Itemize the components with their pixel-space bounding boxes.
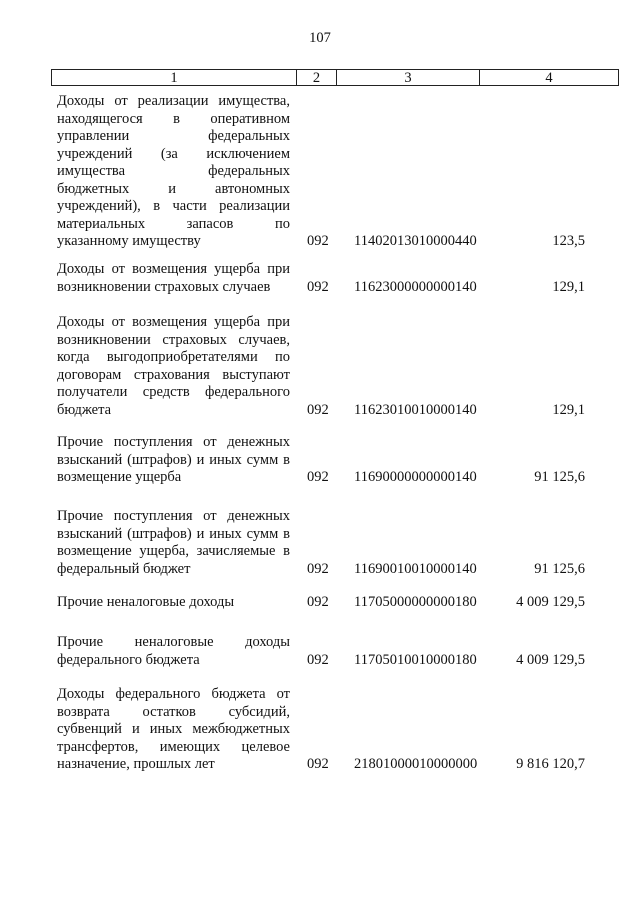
budget-classification-code: 11623000000000140: [354, 278, 477, 295]
description-line: учреждений (за исключением: [57, 145, 290, 162]
description-line: трансфертов, имеющих целевое: [57, 738, 290, 755]
amount-value: 4 009 129,5: [516, 594, 585, 610]
admin-code: 092: [307, 233, 329, 249]
description-line: Доходы от возмещения ущерба при: [57, 314, 290, 330]
row-description: [57, 93, 290, 251]
description-line: Прочие поступления от денежных: [57, 434, 290, 450]
description-line: материальных запасов по: [57, 215, 290, 232]
description-line: Доходы от возмещения ущерба при: [57, 261, 290, 277]
admin-code: 092: [307, 651, 329, 668]
description-line: указанному имуществу: [57, 233, 201, 249]
description-line: федеральный бюджет: [57, 560, 191, 577]
header-col-4: 4: [545, 70, 553, 86]
description-line: федерального бюджета: [57, 651, 200, 668]
amount-value: 129,1: [552, 401, 585, 418]
row-description: [57, 434, 290, 487]
budget-classification-code: 11623010010000140: [354, 401, 477, 418]
description-line: управлении федеральных: [57, 128, 290, 144]
budget-classification-code: 11705010010000180: [354, 651, 477, 668]
description-line: находящегося в оперативном: [57, 110, 290, 127]
admin-code: 092: [307, 756, 329, 772]
description-line: бюджетных и автономных: [57, 180, 290, 197]
budget-classification-code: 11690000000000140: [354, 469, 477, 485]
admin-code: 092: [307, 278, 329, 295]
table-header: [51, 69, 619, 86]
description-line: возврата остатков субсидий,: [57, 703, 290, 720]
description-line: учреждений), в части реализации: [57, 198, 290, 214]
row-description: [57, 508, 290, 578]
description-line: возникновении страховых случаев,: [57, 331, 290, 348]
amount-value: 91 125,6: [534, 469, 585, 485]
description-line: Прочие поступления от денежных: [57, 508, 290, 524]
amount-value: 91 125,6: [534, 560, 585, 577]
description-line: бюджета: [57, 401, 112, 418]
budget-classification-code: 11690010010000140: [354, 560, 477, 577]
header-col-1: 1: [52, 70, 297, 85]
description-line: возмещение ущерба, зачисляемые в: [57, 543, 290, 559]
description-line: взысканий (штрафов) и иных сумм в: [57, 525, 290, 542]
admin-code: 092: [307, 560, 329, 577]
amount-value: 123,5: [552, 233, 585, 249]
amount-value: 9 816 120,7: [516, 756, 585, 772]
description-line: Доходы федерального бюджета от: [57, 686, 290, 702]
row-description: [57, 634, 290, 669]
description-line: когда выгодоприобретателями по: [57, 349, 290, 365]
description-line: получатели средств федерального: [57, 384, 290, 400]
description-line: Прочие неналоговые доходы: [57, 594, 235, 610]
admin-code: 092: [307, 594, 329, 610]
description-line: назначение, прошлых лет: [57, 756, 215, 772]
amount-value: 129,1: [552, 278, 585, 295]
row-description: [57, 686, 290, 774]
row-description: [57, 594, 290, 612]
description-line: Доходы от реализации имущества,: [57, 93, 290, 109]
row-description: [57, 261, 290, 296]
page-number: 107: [309, 30, 331, 46]
header-col-2: 2: [297, 70, 337, 85]
description-line: договорам страхования выступают: [57, 366, 290, 383]
row-description: [57, 314, 290, 419]
description-line: возмещение ущерба: [57, 469, 182, 485]
admin-code: 092: [307, 469, 329, 485]
description-line: возникновении страховых случаев: [57, 278, 271, 295]
budget-classification-code: 21801000010000000: [354, 756, 478, 772]
header-col-3: 3: [337, 70, 480, 85]
admin-code: 092: [307, 401, 329, 418]
description-line: взысканий (штрафов) и иных сумм в: [57, 451, 290, 468]
budget-classification-code: 11705000000000180: [354, 594, 477, 610]
description-line: Прочие неналоговые доходы: [57, 634, 290, 650]
budget-classification-code: 11402013010000440: [354, 233, 477, 249]
description-line: имущества федеральных: [57, 163, 290, 179]
description-line: субвенций и иных межбюджетных: [57, 721, 290, 737]
amount-value: 4 009 129,5: [516, 651, 585, 668]
